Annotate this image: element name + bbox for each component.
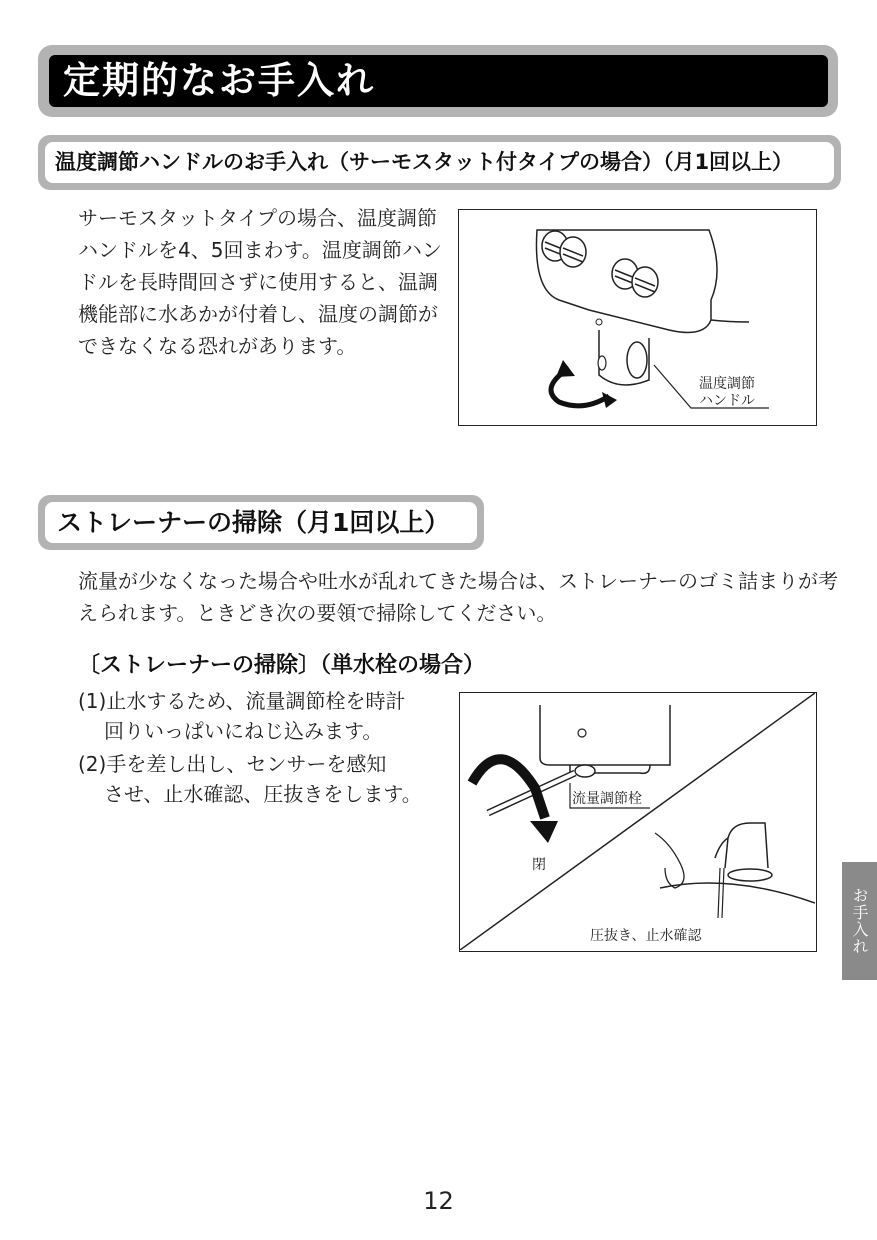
thermostat-handle-figure xyxy=(458,209,817,426)
side-index-tab: お手入れ xyxy=(842,862,877,980)
strainer-illustration xyxy=(460,693,815,950)
temperature-handle-label-line2: ハンドル xyxy=(699,393,755,409)
section1-text: サーモスタットタイプの場合、温度調節ハンドルを4、5回まわす。温度調節ハンドルを長時間回さずに使用すると、温調機能部に水あかが付着し、温度の調節ができなくなる恐れがあります。 xyxy=(78,206,442,358)
step-2-number: (2) xyxy=(78,752,107,776)
step-2 xyxy=(78,749,448,809)
flow-valve-label: 流量調節栓 xyxy=(572,791,642,807)
strainer-subheading: 〔ストレーナーの掃除〕（単水栓の場合） xyxy=(78,653,486,678)
step-1-line1: 止水するため、流量調節栓を時計 xyxy=(106,689,406,713)
strainer-cleaning-figure xyxy=(459,692,817,952)
thermostat-illustration xyxy=(459,210,815,424)
section1-heading: 温度調節ハンドルのお手入れ（サーモスタット付タイプの場合）（月1回以上） xyxy=(45,142,834,183)
step-2-line1: 手を差し出し、センサーを感知 xyxy=(106,752,387,776)
page-title: 定期的なお手入れ xyxy=(49,55,828,107)
pressure-release-label: 圧抜き、止水確認 xyxy=(590,928,702,944)
step-1-number: (1) xyxy=(78,689,107,713)
page-number: 12 xyxy=(423,1187,454,1215)
section2-heading: ストレーナーの掃除（月1回以上） xyxy=(45,502,477,543)
temperature-handle-label-line1: 温度調節 xyxy=(699,376,755,392)
close-label: 閉 xyxy=(532,857,546,873)
step-1 xyxy=(78,686,448,746)
step-2-line2: させ、止水確認、圧抜きをします。 xyxy=(104,782,422,806)
section2-intro: 流量が少なくなった場合や吐水が乱れてきた場合は、ストレーナーのゴミ詰まりが考えられます。ときどき次の要領で掃除してください。 xyxy=(78,569,838,625)
step-1-line2: 回りいっぱいにねじ込みます。 xyxy=(104,719,383,743)
